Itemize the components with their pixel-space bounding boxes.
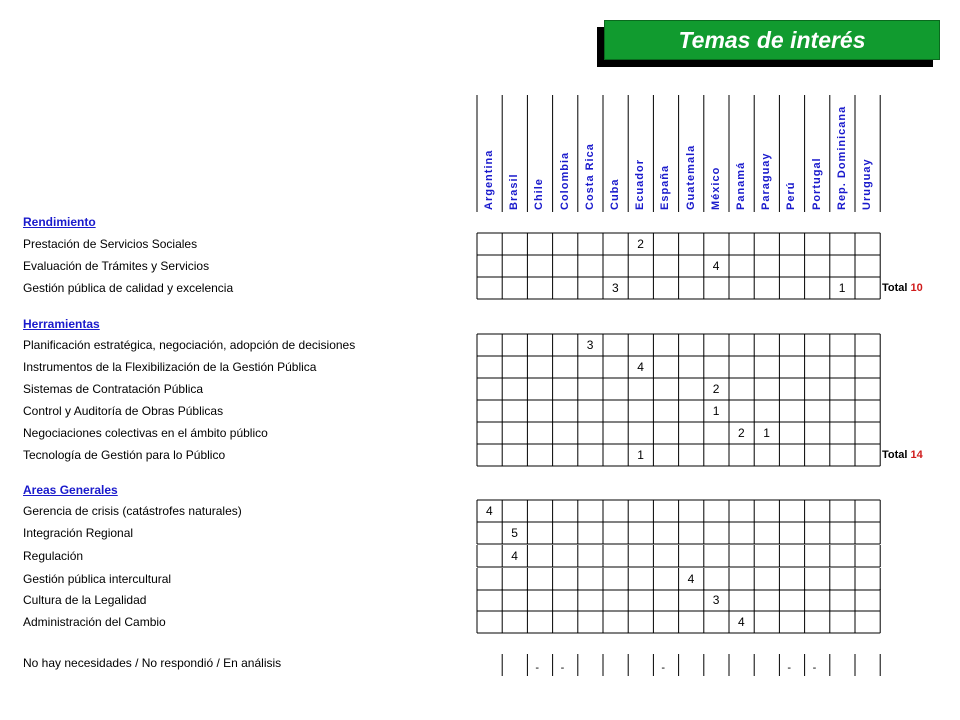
- country-header: Brasil: [508, 173, 521, 210]
- country-header: Colombia: [558, 151, 571, 210]
- row-label: Negociaciones colectivas en el ámbito público: [23, 426, 268, 440]
- row-label: Prestación de Servicios Sociales: [23, 237, 198, 251]
- row-label: Gestión pública intercultural: [23, 572, 172, 586]
- total-value: 10: [910, 282, 923, 294]
- section-title: Rendimiento: [23, 215, 96, 229]
- country-header: Rep. Dominicana: [835, 105, 848, 210]
- row-label: Regulación: [23, 549, 84, 563]
- cell-value: 2: [738, 426, 745, 440]
- cell-value: 4: [486, 504, 493, 518]
- cell-value: 1: [763, 426, 770, 440]
- cell-value: 4: [712, 259, 720, 273]
- row-label: Evaluación de Trámites y Servicios: [23, 259, 210, 273]
- country-header: Argentina: [483, 149, 495, 210]
- cell-value: 1: [712, 404, 720, 418]
- country-header: México: [709, 166, 722, 210]
- cell-value: 2: [712, 382, 720, 396]
- cell-value: 3: [586, 338, 594, 352]
- total-label: Total: [882, 282, 911, 294]
- cell-value: 1: [637, 448, 644, 462]
- country-header: Ecuador: [634, 158, 647, 210]
- country-header: España: [659, 164, 672, 210]
- cell-value: 4: [637, 360, 644, 374]
- row-label: Instrumentos de la Flexibilización de la Gestión Pública: [23, 360, 317, 374]
- no-response-dash: -: [560, 662, 565, 674]
- total-label: Total: [882, 449, 911, 461]
- cell-value: 1: [838, 281, 846, 295]
- country-header: Uruguay: [861, 158, 873, 210]
- no-response-dash: -: [535, 662, 540, 674]
- no-response-dash: -: [661, 662, 666, 674]
- country-header: Costa Rica: [583, 143, 596, 210]
- cell-value: 4: [687, 572, 695, 586]
- country-header: Chile: [533, 178, 546, 210]
- row-label: Gerencia de crisis (catástrofes naturales): [23, 504, 242, 518]
- country-header: Perú: [785, 181, 798, 210]
- cell-value: 2: [637, 237, 644, 251]
- row-label: Gestión pública de calidad y excelencia: [23, 281, 234, 295]
- no-response-label: No hay necesidades / No respondió / En análisis: [23, 656, 282, 670]
- country-header: Portugal: [810, 157, 823, 210]
- section-total: [882, 448, 923, 462]
- row-label: Integración Regional: [23, 526, 134, 540]
- country-header: Paraguay: [760, 152, 773, 210]
- no-response-dash: -: [812, 662, 817, 674]
- row-label: Planificación estratégica, negociación, adopción de decisiones: [23, 338, 356, 352]
- row-label: Cultura de la Legalidad: [23, 593, 147, 607]
- row-label: Administración del Cambio: [23, 615, 166, 629]
- section-total: [882, 281, 923, 295]
- country-header: Panamá: [735, 161, 747, 210]
- cell-value: 3: [712, 593, 720, 607]
- section-title: Areas Generales: [23, 483, 118, 497]
- no-response-dash: -: [787, 662, 792, 674]
- section-title: Herramientas: [23, 317, 100, 331]
- country-header: Guatemala: [684, 144, 697, 210]
- row-label: Sistemas de Contratación Pública: [23, 382, 204, 396]
- row-label: Tecnología de Gestión para lo Público: [23, 448, 226, 462]
- row-label: Control y Auditoría de Obras Públicas: [23, 404, 224, 418]
- cell-value: 5: [511, 526, 518, 540]
- cell-value: 3: [612, 281, 619, 295]
- country-header: Cuba: [609, 178, 621, 210]
- cell-value: 4: [738, 615, 745, 629]
- page-title: Temas de interés: [678, 26, 866, 53]
- total-value: 14: [910, 449, 923, 461]
- cell-value: 4: [511, 549, 518, 563]
